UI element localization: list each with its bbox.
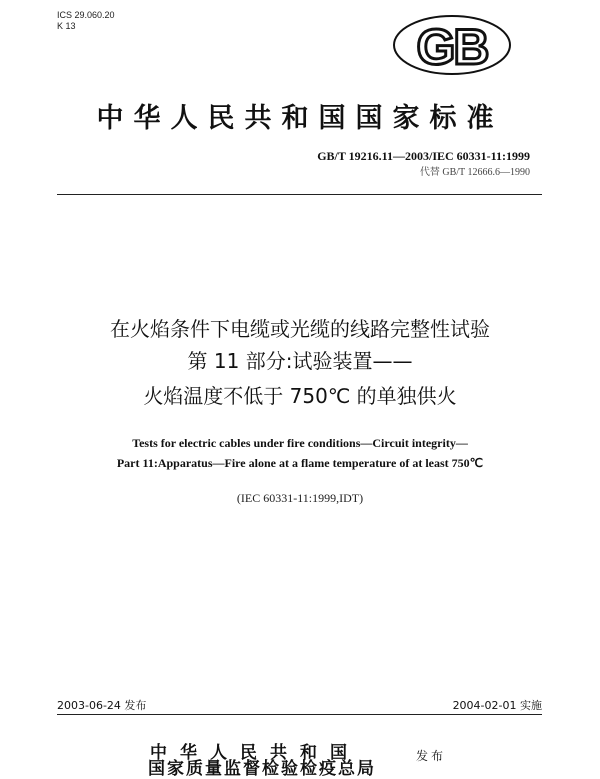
title-en-line2: Part 11:Apparatus—Fire alone at a flame temperature of at least 750℃ [116, 456, 484, 470]
issued-label: 发布 [416, 749, 447, 763]
effective-date: 2004-02-01 实施 [452, 699, 542, 712]
title-en-line1: Tests for electric cables under fire conditions—Circuit integrity— [132, 436, 468, 450]
gb-logo [392, 14, 512, 76]
equivalence-note: (IEC 60331-11:1999,IDT) [236, 491, 364, 505]
ics-classification [57, 10, 115, 32]
issue-date: 2003-06-24 发布 [57, 699, 147, 712]
replaces-note: 代替 GB/T 12666.6—1990 [419, 167, 530, 178]
gb-logo-text: GB [416, 19, 488, 75]
standard-code: GB/T 19216.11—2003/IEC 60331-11:1999 [317, 149, 530, 163]
issuer-line2: 国家质量监督检验检疫总局 [148, 759, 376, 779]
title-cn-line1: 在火焰条件下电缆或光缆的线路完整性试验 [110, 317, 490, 341]
standard-title: 中华人民共和国国家标准 [96, 103, 504, 134]
ics-code: ICS 29.060.20 [57, 10, 115, 20]
issuer-line1: 中华人民共和国 [150, 743, 360, 763]
footer-rule [57, 714, 542, 715]
ccs-code: K 13 [57, 21, 76, 31]
title-cn-line3: 火焰温度不低于 750℃ 的单独供火 [143, 384, 457, 408]
title-cn-line2: 第 11 部分:试验装置—— [187, 349, 413, 373]
header-rule [57, 194, 542, 195]
